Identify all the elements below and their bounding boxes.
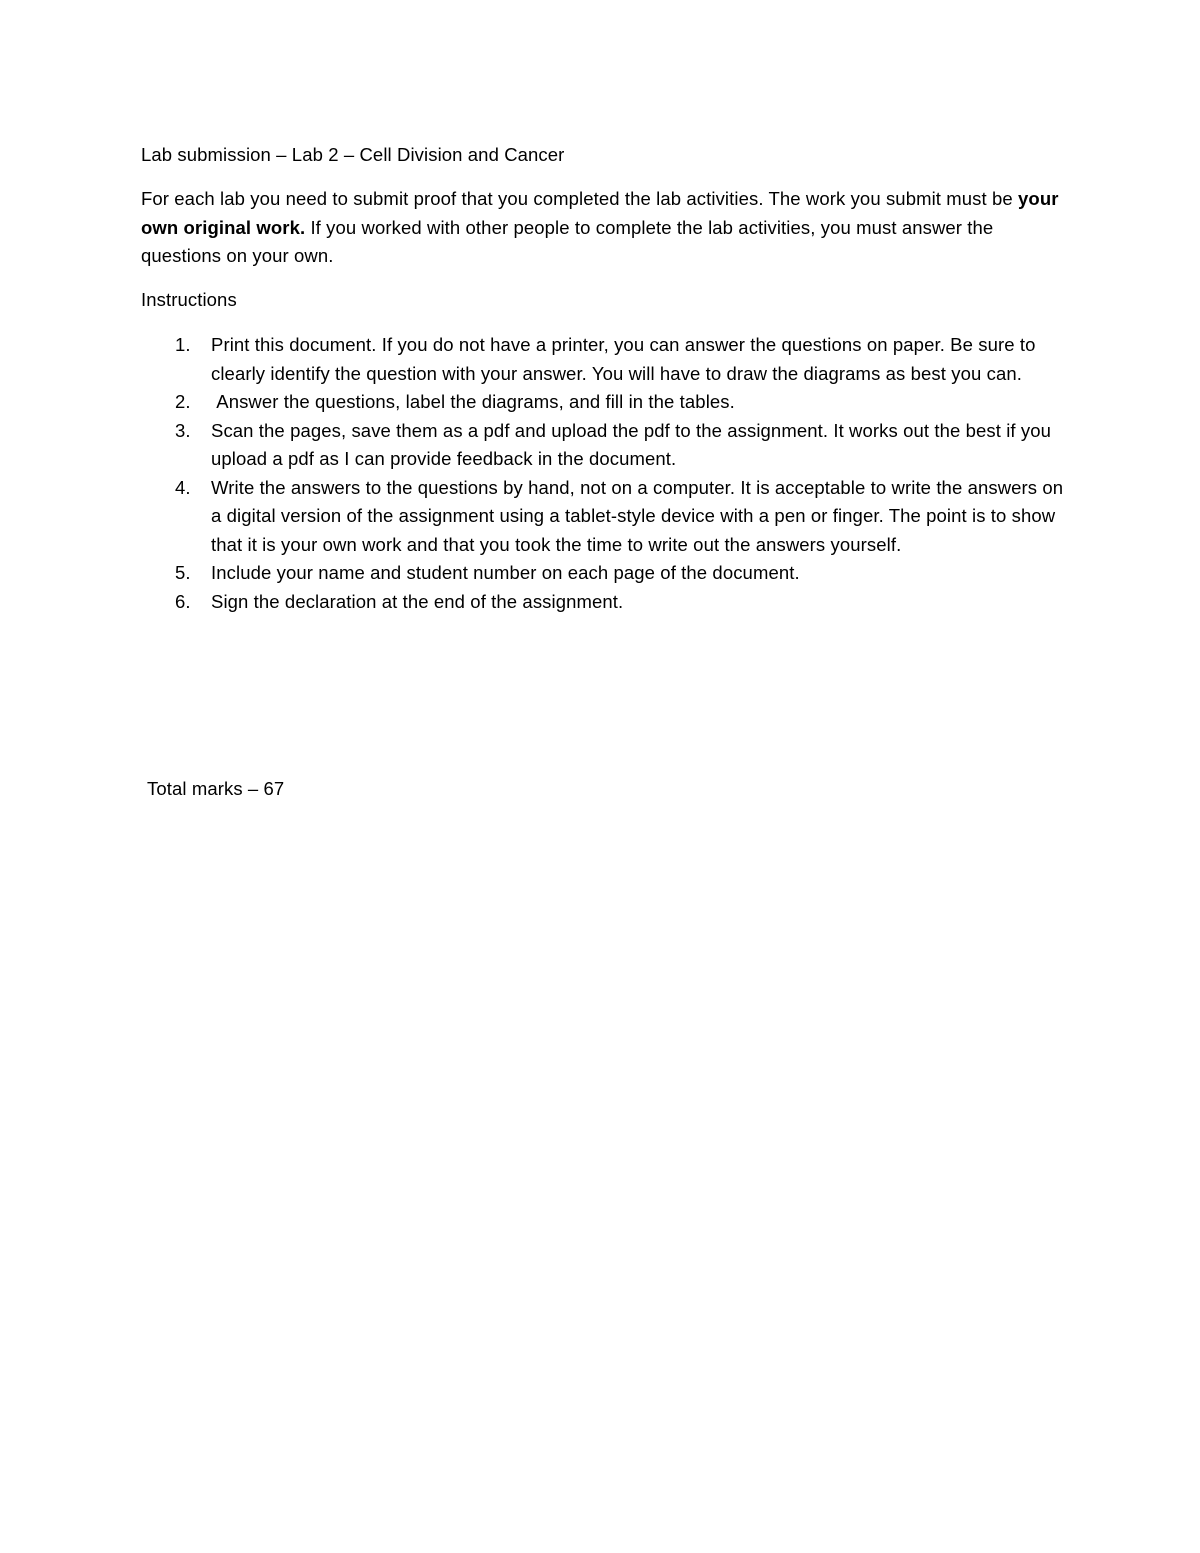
instructions-heading: Instructions	[141, 289, 237, 310]
total-marks: Total marks – 67	[147, 778, 285, 799]
list-item-text: Print this document. If you do not have a printer, you can answer the questions on paper. Be sure to clearly identify the question with your answer. You will have to draw the diagrams as best you can.	[211, 334, 1036, 384]
intro-text-start: For each lab you need to submit proof that you completed the lab activities. The work you submit must be	[141, 188, 1019, 209]
list-item-number: 4.	[175, 476, 191, 498]
list-item	[141, 417, 1071, 474]
list-item-number: 5.	[175, 562, 191, 583]
list-item-text: Include your name and student number on each page of the document.	[211, 562, 800, 583]
list-item-text: Scan the pages, save them as a pdf and upload the pdf to the assignment. It works out the best if you upload a pdf as I can provide feedback in the document.	[211, 419, 1052, 469]
list-item	[141, 388, 1071, 417]
intro-emphasis: your own original work.	[141, 188, 1059, 238]
page-title: Lab submission – Lab 2 – Cell Division and Cancer	[141, 144, 565, 165]
list-item-text: Write the answers to the questions by hand, not on a computer. It is acceptable to write the answers on a digital version of the assignment using a tablet-style device with a pen or finger. The point is to show that it is your own work and that you took the time to write out the answers yourself.	[211, 476, 1064, 555]
intro-paragraph	[141, 185, 1071, 271]
list-item-number: 1.	[175, 334, 191, 355]
list-item	[141, 588, 1071, 617]
intro-text-end: If you worked with other people to complete the lab activities, you must answer the questions on your own.	[141, 216, 994, 266]
list-item-number: 2.	[175, 391, 191, 412]
list-item-text: Answer the questions, label the diagrams, and fill in the tables.	[211, 391, 735, 412]
list-item	[141, 474, 1071, 560]
list-item-number: 6.	[175, 590, 191, 612]
list-item-number: 3.	[175, 419, 191, 441]
list-item	[141, 559, 1071, 588]
list-item	[141, 331, 1071, 388]
list-item-text: Sign the declaration at the end of the assignment.	[211, 590, 624, 612]
instructions-list	[141, 331, 1071, 616]
